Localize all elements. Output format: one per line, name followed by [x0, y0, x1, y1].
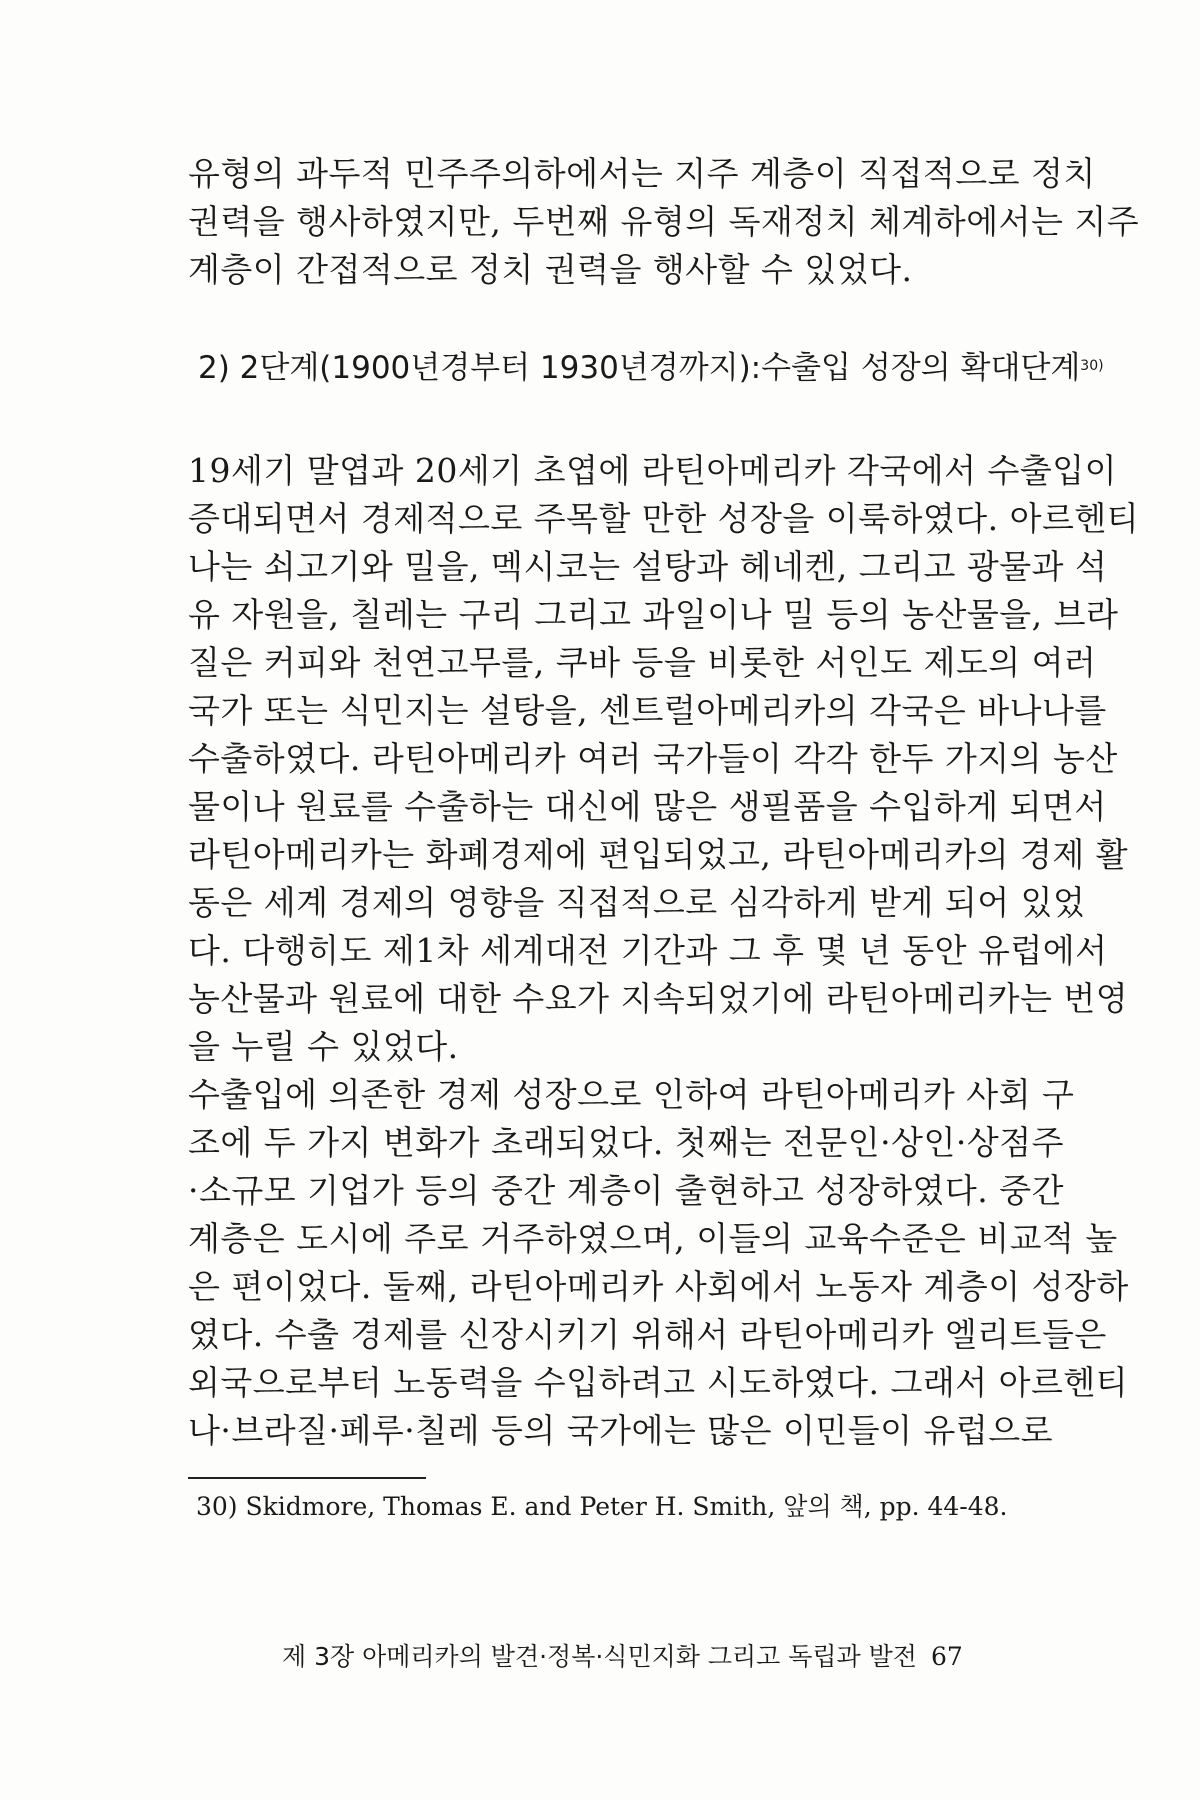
- text-line: ·소규모 기업가 등의 중간 계층이 출현하고 성장하였다. 중간: [188, 1171, 1064, 1210]
- text-line: 질은 커피와 천연고무를, 쿠바 등을 비롯한 서인도 제도의 여러: [188, 643, 1097, 682]
- paragraph-1: [188, 447, 1140, 1071]
- text-line: 을 누릴 수 있었다.: [188, 1027, 459, 1066]
- text-line: 동은 세계 경제의 영향을 직접적으로 심각하게 받게 되어 있었: [188, 883, 1086, 922]
- text-line: 19세기 말엽과 20세기 초엽에 라틴아메리카 각국에서 수출입이: [188, 451, 1117, 490]
- footnote: 30) Skidmore, Thomas E. and Peter H. Smith, 앞의 책, pp. 44-48.: [196, 1492, 1008, 1521]
- text-line: 농산물과 원료에 대한 수요가 지속되었기에 라틴아메리카는 번영: [188, 979, 1129, 1018]
- chapter-title: 제 3장 아메리카의 발견·정복·식민지화 그리고 독립과 발전: [282, 1642, 917, 1671]
- running-footer: [282, 1640, 963, 1674]
- text-line: 계층이 간접적으로 정치 권력을 행사할 수 있었다.: [188, 250, 913, 289]
- text-line: 은 편이었다. 둘째, 라틴아메리카 사회에서 노동자 계층이 성장하: [188, 1267, 1129, 1306]
- text-line: 권력을 행사하였지만, 두번째 유형의 독재정치 체계하에서는 지주: [188, 202, 1140, 241]
- section-heading-text: 2) 2단계(1900년경부터 1930년경까지):수출입 성장의 확대단계: [198, 350, 1081, 386]
- text-line: 나·브라질·페루·칠레 등의 국가에는 많은 이민들이 유럽으로: [188, 1411, 1053, 1450]
- paragraph-2: [188, 1071, 1129, 1455]
- intro-paragraph: [188, 150, 1140, 294]
- text-line: 였다. 수출 경제를 신장시키기 위해서 라틴아메리카 엘리트들은: [188, 1315, 1107, 1354]
- text-line: 다. 다행히도 제1차 세계대전 기간과 그 후 몇 년 동안 유럽에서: [188, 931, 1108, 970]
- text-line: 나는 쇠고기와 밀을, 멕시코는 설탕과 헤네켄, 그리고 광물과 석: [188, 547, 1108, 586]
- text-line: 유형의 과두적 민주주의하에서는 지주 계층이 직접적으로 정치: [188, 154, 1096, 193]
- text-line: 조에 두 가지 변화가 초래되었다. 첫째는 전문인·상인·상점주: [188, 1123, 1064, 1162]
- text-line: 라틴아메리카는 화폐경제에 편입되었고, 라틴아메리카의 경제 활: [188, 835, 1129, 874]
- text-line: 유 자원을, 칠레는 구리 그리고 과일이나 밀 등의 농산물을, 브라: [188, 595, 1119, 634]
- footnote-divider: [188, 1477, 426, 1479]
- text-line: 물이나 원료를 수출하는 대신에 많은 생필품을 수입하게 되면서: [188, 787, 1107, 826]
- footnote-reference: 30): [1080, 358, 1104, 374]
- text-line: 수출입에 의존한 경제 성장으로 인하여 라틴아메리카 사회 구: [188, 1075, 1075, 1114]
- text-line: 외국으로부터 노동력을 수입하려고 시도하였다. 그래서 아르헨티: [188, 1363, 1129, 1402]
- text-line: 증대되면서 경제적으로 주목할 만한 성장을 이룩하였다. 아르헨티: [188, 499, 1140, 538]
- section-heading: [198, 344, 1104, 392]
- page-number: 67: [930, 1642, 963, 1671]
- text-line: 수출하였다. 라틴아메리카 여러 국가들이 각각 한두 가지의 농산: [188, 739, 1118, 778]
- page-body: [188, 150, 1140, 1525]
- text-line: 국가 또는 식민지는 설탕을, 센트럴아메리카의 각국은 바나나를: [188, 691, 1107, 730]
- text-line: 계층은 도시에 주로 거주하였으며, 이들의 교육수준은 비교적 높: [188, 1219, 1118, 1258]
